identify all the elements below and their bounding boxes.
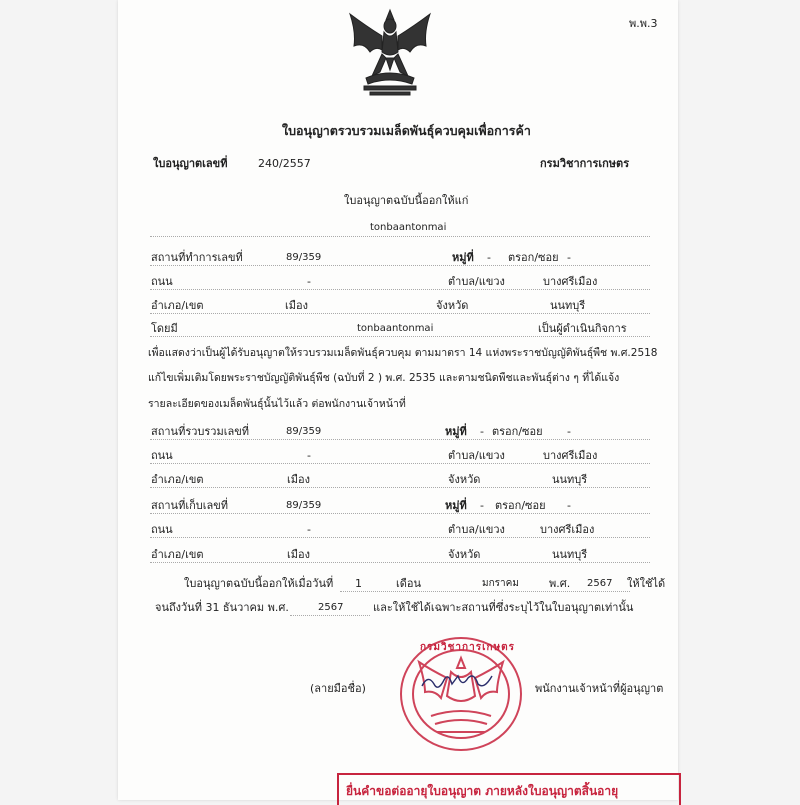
business-province-label: จังหวัด xyxy=(436,299,469,312)
storage-subdistrict-label: ตำบล/แขวง xyxy=(448,523,505,536)
collection-district-label: อำเภอ/เขต xyxy=(151,473,204,486)
business-moo-label: หมู่ที่ xyxy=(452,251,474,264)
storage-subdistrict: บางศรีเมือง xyxy=(540,523,595,536)
body-line: แก้ไขเพิ่มเติมโดยพระราชบัญญัติพันธุ์พืช (ฉบับที่ 2 ) พ.ศ. 2535 และตามชนิดพืชและพันธุ์ต่าง ๆ ที่ได้แจ้ง xyxy=(148,372,620,384)
dotted-line xyxy=(150,463,650,464)
issue-suffix: ให้ใช้ได้ xyxy=(627,577,666,590)
garuda-emblem xyxy=(342,6,438,98)
valid-until-year: 2567 xyxy=(318,602,344,613)
storage-district: เมือง xyxy=(287,548,310,561)
dotted-line xyxy=(150,336,650,337)
valid-until-suffix: และให้ใช้ได้เฉพาะสถานที่ซึ่งระบุไว้ในใบอนุญาตเท่านั้น xyxy=(373,601,634,614)
issue-month: มกราคม xyxy=(482,578,519,589)
issue-month-label: เดือน xyxy=(396,577,422,590)
storage-road: - xyxy=(307,523,311,536)
collection-place-number: 89/359 xyxy=(286,426,322,437)
storage-soi-label: ตรอก/ซอย xyxy=(495,499,546,512)
business-road-label: ถนน xyxy=(151,275,173,288)
issue-year-label: พ.ศ. xyxy=(549,577,571,590)
issued-to-name: tonbaantonmai xyxy=(370,222,447,233)
license-title: ใบอนุญาตรวบรวมเมล็ดพันธุ์ควบคุมเพื่อการค้า xyxy=(282,123,531,138)
business-subdistrict-label: ตำบล/แขวง xyxy=(448,275,505,288)
signature-scribble xyxy=(418,668,496,696)
dotted-line xyxy=(150,439,650,440)
storage-moo: - xyxy=(480,499,484,512)
storage-place-number: 89/359 xyxy=(286,500,322,511)
collection-place-label: สถานที่รวบรวมเลขที่ xyxy=(151,425,249,438)
body-line: เพื่อแสดงว่าเป็นผู้ได้รับอนุญาตให้รวบรวมเมล็ดพันธุ์ควบคุม ตามมาตรา 14 แห่งพระราชบัญญัติพันธุ์พืช พ.ศ.2518 xyxy=(148,347,658,359)
collection-soi: - xyxy=(567,425,571,438)
storage-province-label: จังหวัด xyxy=(448,548,481,561)
storage-district-label: อำเภอ/เขต xyxy=(151,548,204,561)
storage-province: นนทบุรี xyxy=(552,548,588,561)
collection-subdistrict: บางศรีเมือง xyxy=(543,449,598,462)
business-district-label: อำเภอ/เขต xyxy=(151,299,204,312)
collection-moo: - xyxy=(480,425,484,438)
dotted-line xyxy=(150,537,650,538)
business-soi-label: ตรอก/ซอย xyxy=(508,251,559,264)
department-name: กรมวิชาการเกษตร xyxy=(540,157,630,170)
storage-moo-label: หมู่ที่ xyxy=(445,499,467,512)
storage-place-label: สถานที่เก็บเลขที่ xyxy=(151,499,228,512)
business-district: เมือง xyxy=(285,299,308,312)
renewal-banner: ยื่นคำขอต่ออายุใบอนุญาต ภายหลังใบอนุญาตสิ้นอายุ xyxy=(346,784,619,798)
body-line: รายละเอียดของเมล็ดพันธุ์นั้นไว้แล้ว ต่อพนักงานเจ้าหน้าที่ xyxy=(148,398,406,410)
storage-soi: - xyxy=(567,499,571,512)
dotted-line xyxy=(290,615,370,616)
collection-road-label: ถนน xyxy=(151,449,173,462)
dotted-line xyxy=(150,487,650,488)
dotted-line xyxy=(150,313,650,314)
operator-label: โดยมี xyxy=(151,322,178,335)
business-road: - xyxy=(307,275,311,288)
business-moo: - xyxy=(487,251,491,264)
collection-subdistrict-label: ตำบล/แขวง xyxy=(448,449,505,462)
officer-title: พนักงานเจ้าหน้าที่ผู้อนุญาต xyxy=(535,682,664,695)
collection-moo-label: หมู่ที่ xyxy=(445,425,467,438)
business-subdistrict: บางศรีเมือง xyxy=(543,275,598,288)
dotted-line xyxy=(340,591,630,592)
license-number: 240/2557 xyxy=(258,157,311,170)
business-soi: - xyxy=(567,251,571,264)
storage-road-label: ถนน xyxy=(151,523,173,536)
collection-district: เมือง xyxy=(287,473,310,486)
dotted-line xyxy=(150,289,650,290)
valid-until-label: จนถึงวันที่ 31 ธันวาคม พ.ศ. xyxy=(155,601,289,614)
operator-suffix: เป็นผู้ดำเนินกิจการ xyxy=(538,322,627,335)
collection-road: - xyxy=(307,449,311,462)
issue-year: 2567 xyxy=(587,578,613,589)
operator-name: tonbaantonmai xyxy=(357,323,434,334)
collection-province: นนทบุรี xyxy=(552,473,588,486)
stamp-department: กรมวิชาการเกษตร xyxy=(420,642,516,653)
issue-date-label: ใบอนุญาตฉบับนี้ออกให้เมื่อวันที่ xyxy=(184,577,334,590)
business-place-number: 89/359 xyxy=(286,252,322,263)
signature-label: (ลายมือชื่อ) xyxy=(310,682,366,695)
business-place-label: สถานที่ทำการเลขที่ xyxy=(151,251,243,264)
dotted-line xyxy=(150,265,650,266)
dotted-line xyxy=(150,562,650,563)
issue-day: 1 xyxy=(355,577,362,590)
issued-to-label: ใบอนุญาตฉบับนี้ออกให้แก่ xyxy=(344,194,469,207)
license-number-label: ใบอนุญาตเลขที่ xyxy=(153,157,228,170)
business-province: นนทบุรี xyxy=(550,299,586,312)
document-code: พ.พ.3 xyxy=(629,17,658,30)
collection-soi-label: ตรอก/ซอย xyxy=(492,425,543,438)
dotted-line xyxy=(150,236,650,237)
dotted-line xyxy=(150,513,650,514)
collection-province-label: จังหวัด xyxy=(448,473,481,486)
